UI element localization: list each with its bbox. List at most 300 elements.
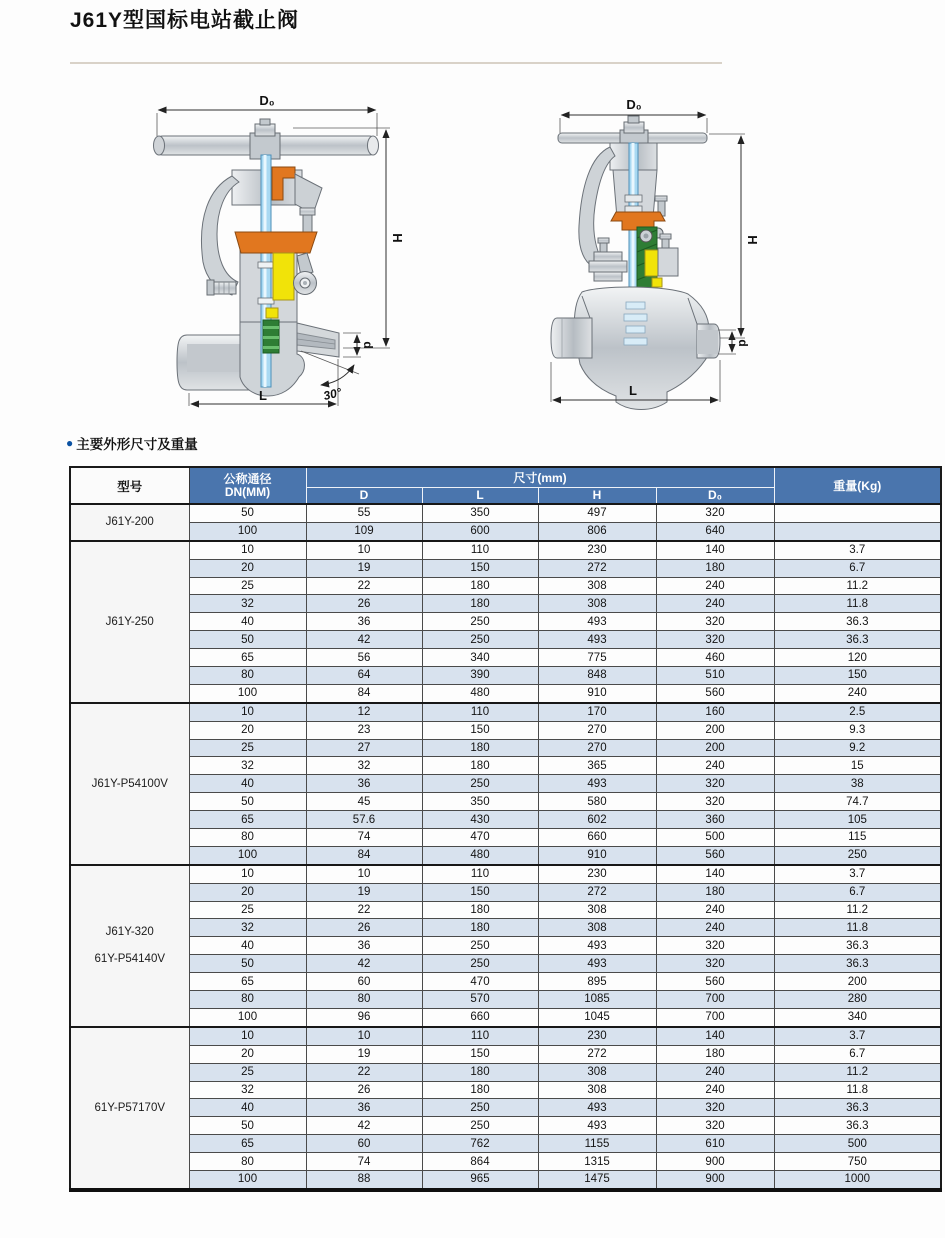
cell-dn: 10 [189,1027,306,1045]
cell-dn: 25 [189,901,306,919]
cell-h: 1045 [538,1008,656,1026]
cell-weight: 36.3 [774,937,941,955]
cell-dn: 40 [189,775,306,793]
cell-weight: 115 [774,829,941,847]
cell-h: 580 [538,793,656,811]
cell-d: 36 [306,1099,422,1117]
table-row [70,1027,941,1045]
cell-h: 230 [538,1027,656,1045]
cell-d0: 140 [656,865,774,883]
cell-h: 230 [538,865,656,883]
cell-h: 1475 [538,1170,656,1189]
table-row [70,522,941,540]
dim-label-angle: 30° [322,385,344,404]
cell-h: 497 [538,504,656,522]
cell-l: 864 [422,1153,538,1171]
cell-l: 110 [422,865,538,883]
table-row [70,595,941,613]
cell-weight: 36.3 [774,1099,941,1117]
cell-d0: 700 [656,991,774,1009]
cell-dn: 10 [189,703,306,721]
cell-l: 480 [422,846,538,864]
table-row [70,667,941,685]
table-row [70,1063,941,1081]
table-row [70,1099,941,1117]
header-dn-line1: 公称通径 [223,471,272,486]
cell-h: 493 [538,937,656,955]
cell-d: 10 [306,541,422,559]
cell-dn: 50 [189,504,306,522]
cell-l: 250 [422,937,538,955]
cell-h: 1155 [538,1135,656,1153]
cell-dn: 50 [189,1117,306,1135]
cell-h: 270 [538,721,656,739]
inlet-port [551,318,592,358]
cell-d: 57.6 [306,811,422,829]
cell-dn: 20 [189,559,306,577]
table-row [70,757,941,775]
cell-d: 10 [306,865,422,883]
model-cell: J61Y-200 [70,504,189,541]
cell-d: 74 [306,829,422,847]
cell-h: 170 [538,703,656,721]
cell-h: 493 [538,613,656,631]
cell-d0: 900 [656,1153,774,1171]
cell-d0: 320 [656,631,774,649]
cell-h: 493 [538,775,656,793]
model-cell: J61Y-320 61Y-P54140V [70,865,189,1027]
cell-d: 19 [306,1045,422,1063]
cell-dn: 65 [189,1135,306,1153]
cell-dn: 40 [189,613,306,631]
header-dn-line2: DN(MM) [224,484,271,499]
gland-flange [235,232,317,253]
table-row [70,973,941,991]
cell-dn: 65 [189,973,306,991]
cell-l: 250 [422,955,538,973]
cell-d0: 320 [656,937,774,955]
cell-weight: 500 [774,1135,941,1153]
cell-h: 308 [538,1063,656,1081]
cell-d0: 160 [656,703,774,721]
cell-d0: 240 [656,1081,774,1099]
cell-d0: 320 [656,793,774,811]
cell-d: 22 [306,901,422,919]
cell-l: 250 [422,775,538,793]
cell-weight: 150 [774,667,941,685]
cell-weight: 38 [774,775,941,793]
cell-l: 180 [422,595,538,613]
table-row [70,1170,941,1189]
cell-l: 180 [422,757,538,775]
cell-d: 42 [306,1117,422,1135]
header-col-d: D [306,487,422,504]
cell-d: 36 [306,613,422,631]
cell-l: 180 [422,1063,538,1081]
cell-weight: 36.3 [774,1117,941,1135]
cell-dn: 32 [189,1081,306,1099]
cell-d0: 320 [656,504,774,522]
table-row [70,991,941,1009]
dim-label-l: L [629,383,637,398]
gland-bolt [303,213,312,232]
model-cell: J61Y-250 [70,541,189,703]
cell-weight: 11.2 [774,1063,941,1081]
cell-d0: 320 [656,613,774,631]
header-dn [189,467,306,504]
cell-weight: 2.5 [774,703,941,721]
table-row [70,883,941,901]
cell-d: 80 [306,991,422,1009]
cell-weight: 3.7 [774,541,941,559]
cell-d0: 320 [656,1099,774,1117]
cell-l: 250 [422,1117,538,1135]
cell-dn: 40 [189,1099,306,1117]
cell-d: 42 [306,955,422,973]
table-row [70,703,941,721]
cell-h: 660 [538,829,656,847]
cell-d0: 700 [656,1008,774,1026]
cell-d0: 240 [656,919,774,937]
cell-l: 110 [422,541,538,559]
cell-dn: 50 [189,631,306,649]
table-row [70,631,941,649]
cell-weight: 250 [774,846,941,864]
cell-h: 602 [538,811,656,829]
dimension-table-body [70,504,941,1190]
cell-l: 150 [422,883,538,901]
cell-dn: 10 [189,865,306,883]
cell-l: 570 [422,991,538,1009]
cell-weight: 240 [774,684,941,702]
cell-h: 493 [538,631,656,649]
table-row [70,504,941,522]
cell-l: 350 [422,504,538,522]
table-row [70,811,941,829]
cell-d: 27 [306,739,422,757]
cell-d0: 500 [656,829,774,847]
cell-d0: 240 [656,901,774,919]
handwheel-bar [154,119,379,159]
cell-d: 84 [306,684,422,702]
cell-h: 1085 [538,991,656,1009]
dimension-angle [301,351,359,403]
cell-dn: 25 [189,1063,306,1081]
left-valve-figure [133,86,425,435]
cell-d: 60 [306,1135,422,1153]
cell-l: 250 [422,631,538,649]
cell-h: 910 [538,684,656,702]
cell-l: 150 [422,721,538,739]
header-weight: 重量(Kg) [774,467,941,504]
cell-d: 19 [306,559,422,577]
cell-weight: 280 [774,991,941,1009]
cell-h: 895 [538,973,656,991]
cell-dn: 65 [189,649,306,667]
cell-h: 308 [538,1081,656,1099]
cell-weight: 105 [774,811,941,829]
table-row [70,775,941,793]
cell-weight: 6.7 [774,883,941,901]
cell-l: 600 [422,522,538,540]
header-size-group: 尺寸(mm) [306,467,774,487]
cell-dn: 25 [189,739,306,757]
cell-d0: 560 [656,846,774,864]
section-title: 主要外形尺寸及重量 [76,437,198,452]
cell-weight: 340 [774,1008,941,1026]
cell-l: 470 [422,829,538,847]
cell-weight: 3.7 [774,865,941,883]
cell-d: 22 [306,1063,422,1081]
table-row [70,559,941,577]
title-divider [70,62,722,64]
cell-h: 308 [538,595,656,613]
cell-l: 150 [422,1045,538,1063]
cell-d0: 320 [656,775,774,793]
dim-label-d0: D₀ [626,97,642,112]
cell-d: 23 [306,721,422,739]
cell-weight: 11.2 [774,901,941,919]
table-row [70,739,941,757]
cell-h: 910 [538,846,656,864]
header-col-d0: D₀ [656,487,774,504]
cell-d0: 640 [656,522,774,540]
cell-dn: 100 [189,846,306,864]
cell-weight: 9.3 [774,721,941,739]
cell-h: 272 [538,1045,656,1063]
cell-l: 660 [422,1008,538,1026]
table-row [70,1045,941,1063]
cell-dn: 100 [189,1170,306,1189]
cell-d0: 510 [656,667,774,685]
dim-label-l: L [259,388,267,403]
table-row [70,937,941,955]
dimension-table [69,466,942,1192]
cell-d: 42 [306,631,422,649]
cell-l: 965 [422,1170,538,1189]
cell-dn: 32 [189,757,306,775]
cell-weight: 11.8 [774,595,941,613]
valve-drawing-right [512,92,759,426]
cell-d: 88 [306,1170,422,1189]
dimension-d [718,330,750,354]
cell-h: 493 [538,1117,656,1135]
table-row [70,577,941,595]
cell-dn: 32 [189,919,306,937]
cell-l: 390 [422,667,538,685]
cell-d0: 200 [656,721,774,739]
cell-weight: 36.3 [774,631,941,649]
cell-d: 60 [306,973,422,991]
cell-d0: 200 [656,739,774,757]
cell-d0: 610 [656,1135,774,1153]
cell-d0: 320 [656,1117,774,1135]
cell-d0: 180 [656,1045,774,1063]
cell-h: 493 [538,1099,656,1117]
cell-dn: 80 [189,1153,306,1171]
cell-d0: 240 [656,1063,774,1081]
cell-d: 19 [306,883,422,901]
cell-d: 26 [306,595,422,613]
cell-d: 56 [306,649,422,667]
cell-weight: 36.3 [774,613,941,631]
cell-dn: 50 [189,793,306,811]
right-valve-figure [512,92,759,431]
table-header [70,467,941,504]
cell-d: 55 [306,504,422,522]
cell-d: 10 [306,1027,422,1045]
cell-weight: 9.2 [774,739,941,757]
table-row [70,1008,941,1026]
cell-dn: 20 [189,1045,306,1063]
cell-l: 180 [422,1081,538,1099]
dim-label-h: H [390,233,405,243]
dim-label-d: d [361,341,375,349]
packing [273,253,294,300]
cell-h: 848 [538,667,656,685]
cell-l: 250 [422,613,538,631]
cell-d0: 140 [656,541,774,559]
cell-d0: 560 [656,684,774,702]
cell-l: 350 [422,793,538,811]
cell-dn: 32 [189,595,306,613]
cell-l: 110 [422,703,538,721]
cell-h: 365 [538,757,656,775]
cell-h: 775 [538,649,656,667]
cell-d0: 180 [656,559,774,577]
cell-d: 36 [306,937,422,955]
cell-d0: 140 [656,1027,774,1045]
table-row [70,1117,941,1135]
cell-dn: 65 [189,811,306,829]
table-row [70,649,941,667]
cell-h: 308 [538,577,656,595]
cell-weight: 15 [774,757,941,775]
cell-dn: 100 [189,684,306,702]
table-row [70,846,941,864]
cell-h: 272 [538,883,656,901]
cell-dn: 80 [189,667,306,685]
dim-label-d0: D₀ [259,93,275,108]
cell-d0: 240 [656,577,774,595]
model-cell: 61Y-P57170V [70,1027,189,1190]
cell-dn: 20 [189,721,306,739]
cell-weight: 74.7 [774,793,941,811]
table-row [70,1153,941,1171]
cell-weight: 6.7 [774,559,941,577]
cell-d: 26 [306,1081,422,1099]
side-nipple [214,282,236,294]
table-row [70,1135,941,1153]
header-model: 型号 [70,467,189,504]
handwheel-bar [558,116,707,143]
bullet-icon: ● [66,436,74,450]
cell-h: 230 [538,541,656,559]
cell-weight: 11.8 [774,1081,941,1099]
cell-dn: 100 [189,522,306,540]
cell-d: 84 [306,846,422,864]
cell-d: 74 [306,1153,422,1171]
cell-d: 64 [306,667,422,685]
cell-dn: 100 [189,1008,306,1026]
cell-h: 493 [538,955,656,973]
cell-l: 180 [422,919,538,937]
cell-d: 26 [306,919,422,937]
table-row [70,684,941,702]
cell-dn: 20 [189,883,306,901]
table-row [70,721,941,739]
table-row [70,919,941,937]
cell-weight: 6.7 [774,1045,941,1063]
table-row [70,865,941,883]
valve-drawing-left [133,86,425,430]
cell-d: 12 [306,703,422,721]
cell-l: 180 [422,901,538,919]
cell-dn: 10 [189,541,306,559]
cell-weight: 11.8 [774,919,941,937]
cell-dn: 50 [189,955,306,973]
cell-d0: 240 [656,595,774,613]
cell-d0: 360 [656,811,774,829]
cell-weight [774,504,941,522]
header-col-l: L [422,487,538,504]
cell-d: 22 [306,577,422,595]
dimension-h [709,134,759,338]
cell-dn: 40 [189,937,306,955]
cell-d: 36 [306,775,422,793]
cell-weight: 200 [774,973,941,991]
dim-label-h: H [745,235,759,245]
model-cell: J61Y-P54100V [70,703,189,865]
cell-weight: 3.7 [774,1027,941,1045]
page-title: J61Y型国标电站截止阀 [70,9,300,32]
table-row [70,1081,941,1099]
cell-weight: 750 [774,1153,941,1171]
table-row [70,793,941,811]
cell-l: 470 [422,973,538,991]
header-col-h: H [538,487,656,504]
cell-weight: 120 [774,649,941,667]
cell-l: 180 [422,739,538,757]
cell-d: 45 [306,793,422,811]
cell-h: 272 [538,559,656,577]
cell-d: 109 [306,522,422,540]
cell-l: 430 [422,811,538,829]
cell-weight: 36.3 [774,955,941,973]
section-heading [66,433,198,453]
dimension-d [343,333,375,357]
cell-l: 250 [422,1099,538,1117]
cell-dn: 25 [189,577,306,595]
table-row [70,613,941,631]
cell-h: 308 [538,919,656,937]
cell-h: 1315 [538,1153,656,1171]
cell-weight: 11.2 [774,577,941,595]
cell-d0: 240 [656,757,774,775]
cell-h: 806 [538,522,656,540]
cell-l: 110 [422,1027,538,1045]
cell-dn: 80 [189,991,306,1009]
cell-d0: 320 [656,955,774,973]
table-row [70,955,941,973]
cell-l: 180 [422,577,538,595]
table-row [70,829,941,847]
cell-h: 270 [538,739,656,757]
cell-h: 308 [538,901,656,919]
table-row [70,901,941,919]
table-row [70,541,941,559]
cell-l: 340 [422,649,538,667]
